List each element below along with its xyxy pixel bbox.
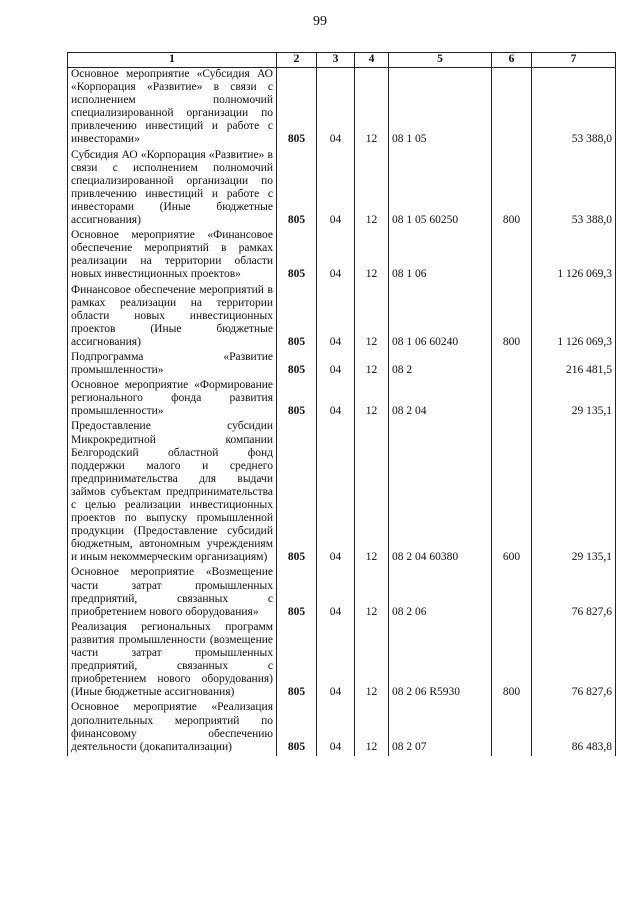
row-subsection-code: 12 <box>355 68 389 149</box>
row-name: Основное мероприятие «Субсидия АО «Корпорация «Развитие» в связи с исполнением полномочий специализированной организации по привлечению инвестиций и работе с инвесторами» <box>68 68 277 149</box>
row-expense-type: 800 <box>492 621 532 702</box>
header-col-1: 1 <box>68 53 277 68</box>
row-section-code: 04 <box>317 379 355 420</box>
table-row <box>68 379 616 420</box>
table-row <box>68 621 616 702</box>
header-col-5: 5 <box>389 53 492 68</box>
row-expense-type <box>492 379 532 420</box>
row-target-article: 08 2 <box>389 351 492 379</box>
header-col-6: 6 <box>492 53 532 68</box>
row-target-article: 08 1 06 60240 <box>389 284 492 351</box>
row-expense-type <box>492 566 532 620</box>
row-target-article: 08 2 06 <box>389 566 492 620</box>
row-expense-type: 800 <box>492 149 532 230</box>
row-name: Реализация региональных программ развития промышленности (возмещение части затрат промышленных предприятий, связанных с приобретением нового оборудования) (Иные бюджетные ассигнования) <box>68 621 277 702</box>
header-col-2: 2 <box>277 53 317 68</box>
table-row <box>68 229 616 283</box>
row-subsection-code: 12 <box>355 701 389 755</box>
row-name: Финансовое обеспечение мероприятий в рамках реализации на территории области новых инвестиционных проектов (Иные бюджетные ассигнования) <box>68 284 277 351</box>
row-name: Подпрограмма «Развитие промышленности» <box>68 351 277 379</box>
row-grbs-code: 805 <box>277 379 317 420</box>
header-col-4: 4 <box>355 53 389 68</box>
row-section-code: 04 <box>317 566 355 620</box>
row-name: Предоставление субсидии Микрокредитной компании Белгородский областной фонд поддержки малого и среднего предпринимательства для выдачи займов субъектам предпринимательства с целью реализации инвестиционных проектов по выпуску промышленной продукции (Предоставление субсидий бюджетным, автономным учреждениям и иным некоммерческим организациям) <box>68 420 277 566</box>
row-grbs-code: 805 <box>277 351 317 379</box>
row-subsection-code: 12 <box>355 351 389 379</box>
row-target-article: 08 2 06 R5930 <box>389 621 492 702</box>
row-section-code: 04 <box>317 621 355 702</box>
row-expense-type <box>492 701 532 755</box>
table-row <box>68 701 616 755</box>
page-number: 99 <box>313 14 327 29</box>
row-section-code: 04 <box>317 68 355 149</box>
row-expense-type <box>492 68 532 149</box>
row-amount: 1 126 069,3 <box>532 229 616 283</box>
table-row <box>68 149 616 230</box>
row-subsection-code: 12 <box>355 621 389 702</box>
row-section-code: 04 <box>317 420 355 566</box>
row-subsection-code: 12 <box>355 229 389 283</box>
row-name: Основное мероприятие «Реализация дополнительных мероприятий по финансовому обеспечению деятельности (докапитализации) <box>68 701 277 755</box>
row-amount: 76 827,6 <box>532 621 616 702</box>
row-grbs-code: 805 <box>277 68 317 149</box>
row-expense-type <box>492 229 532 283</box>
row-target-article: 08 2 04 <box>389 379 492 420</box>
table-row <box>68 420 616 566</box>
row-subsection-code: 12 <box>355 566 389 620</box>
row-expense-type <box>492 351 532 379</box>
row-grbs-code: 805 <box>277 701 317 755</box>
row-amount: 76 827,6 <box>532 566 616 620</box>
row-name: Основное мероприятие «Финансовое обеспечение мероприятий в рамках реализации на территории области новых инвестиционных проектов» <box>68 229 277 283</box>
row-section-code: 04 <box>317 284 355 351</box>
row-subsection-code: 12 <box>355 379 389 420</box>
row-section-code: 04 <box>317 701 355 755</box>
row-amount: 86 483,8 <box>532 701 616 755</box>
table-row <box>68 351 616 379</box>
row-expense-type: 600 <box>492 420 532 566</box>
row-expense-type: 800 <box>492 284 532 351</box>
row-amount: 53 388,0 <box>532 149 616 230</box>
row-grbs-code: 805 <box>277 284 317 351</box>
table-header-row <box>68 53 616 68</box>
row-target-article: 08 1 05 <box>389 68 492 149</box>
budget-table <box>67 52 616 756</box>
row-amount: 53 388,0 <box>532 68 616 149</box>
table-row <box>68 566 616 620</box>
header-col-7: 7 <box>532 53 616 68</box>
row-grbs-code: 805 <box>277 566 317 620</box>
row-amount: 1 126 069,3 <box>532 284 616 351</box>
row-subsection-code: 12 <box>355 284 389 351</box>
row-section-code: 04 <box>317 149 355 230</box>
row-section-code: 04 <box>317 351 355 379</box>
row-grbs-code: 805 <box>277 621 317 702</box>
row-subsection-code: 12 <box>355 420 389 566</box>
row-name: Субсидия АО «Корпорация «Развитие» в связи с исполнением полномочий специализированной организации по привлечению инвестиций и работе с инвесторами (Иные бюджетные ассигнования) <box>68 149 277 230</box>
row-grbs-code: 805 <box>277 229 317 283</box>
row-section-code: 04 <box>317 229 355 283</box>
row-amount: 216 481,5 <box>532 351 616 379</box>
row-subsection-code: 12 <box>355 149 389 230</box>
row-target-article: 08 1 06 <box>389 229 492 283</box>
table-row <box>68 284 616 351</box>
header-col-3: 3 <box>317 53 355 68</box>
row-grbs-code: 805 <box>277 420 317 566</box>
row-target-article: 08 2 07 <box>389 701 492 755</box>
row-amount: 29 135,1 <box>532 379 616 420</box>
row-name: Основное мероприятие «Формирование регионального фонда развития промышленности» <box>68 379 277 420</box>
row-grbs-code: 805 <box>277 149 317 230</box>
row-amount: 29 135,1 <box>532 420 616 566</box>
table-row <box>68 68 616 149</box>
row-name: Основное мероприятие «Возмещение части затрат промышленных предприятий, связанных с приобретением нового оборудования» <box>68 566 277 620</box>
row-target-article: 08 2 04 60380 <box>389 420 492 566</box>
row-target-article: 08 1 05 60250 <box>389 149 492 230</box>
